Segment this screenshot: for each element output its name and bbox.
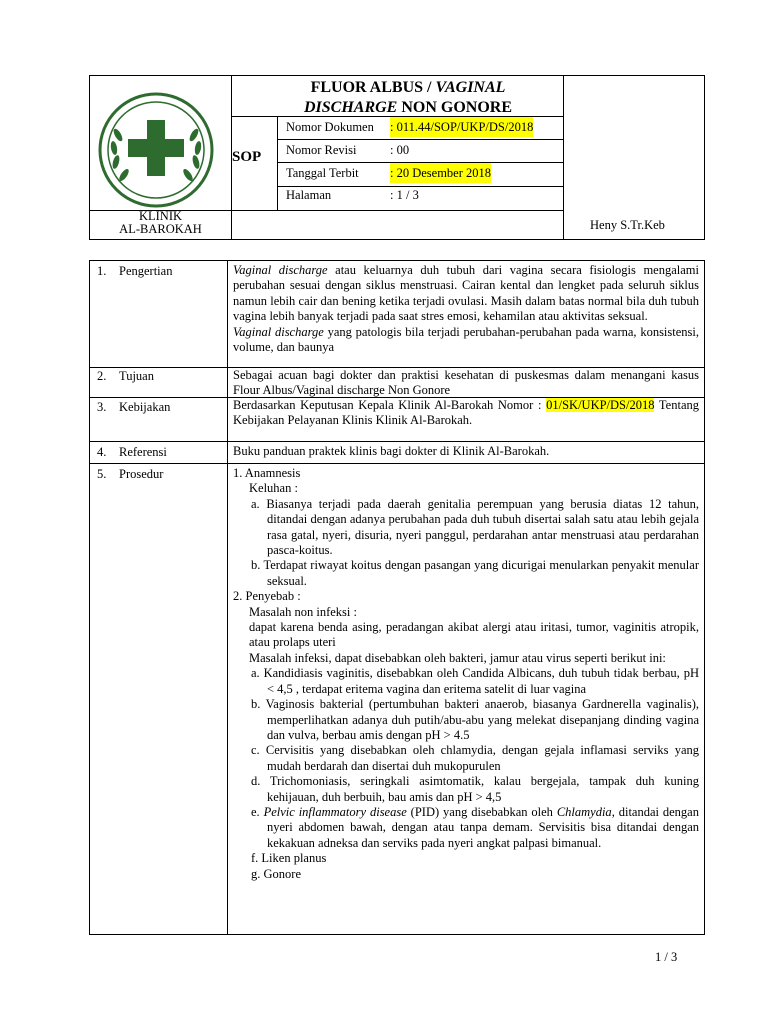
- section-label-pengertian: 1. Pengertian: [97, 264, 173, 278]
- document-title: FLUOR ALBUS / VAGINAL DISCHARGE NON GONORE: [303, 79, 513, 116]
- procedure-table: [89, 260, 705, 935]
- prosedur-non-infeksi-text: dapat karena benda asing, peradangan akibat alergi atau iritasi, tumor, vaginitis atropik, atau prolaps uteri: [249, 620, 699, 650]
- clinic-logo-icon: [96, 90, 216, 210]
- pengertian-text: Vaginal discharge atau keluarnya duh tubuh dari vagina secara fisiologis mengalami perubahan sesuai dengan siklus menstruasi. Cairan kental dan lengket pada seluruh siklus namun lebih cair dan bening ketika terjadi ovulasi. Masih dalam batas normal bila duh tubuh vagina lebih banyak terjadi pada saat stres emosi, kehamilan atau aktivitas seksual. Vaginal discharge yang patologis bila terjadi perubahan-perubahan pada warna, konsistensi, volume, dan baunya: [233, 263, 699, 355]
- signer-name: Heny S.Tr.Keb: [590, 218, 665, 232]
- tujuan-text: Sebagai acuan bagi dokter dan praktisi kesehatan di puskesmas dalam menangani kasus Flour Albus/Vaginal discharge Non Gonore: [233, 368, 699, 398]
- section-label-kebijakan: 3. Kebijakan: [97, 400, 171, 414]
- prosedur-infeksi-label: Masalah infeksi, dapat disebabkan oleh bakteri, jamur atau virus seperti berikut ini:: [249, 650, 666, 665]
- sop-label: SOP: [232, 149, 262, 165]
- prosedur-infeksi-g: g. Gonore: [251, 866, 301, 881]
- prosedur-anamnesis: 1. Anamnesis: [233, 466, 301, 480]
- page-number: 1 / 3: [655, 950, 678, 964]
- prosedur-infeksi-e: e. Pelvic inflammatory disease (PID) yang disebabkan oleh Chlamydia, ditandai dengan nyeri abdomen bawah, dengan atau tanpa demam. Servisitis bisa ditandai dengan kekakuan adneksa dan serviks pada nyeri angkat palpasi bimanual.: [251, 804, 699, 850]
- prosedur-keluhan-a: a. Biasanya terjadi pada daerah genitalia perempuan yang berusia diatas 12 tahun, ditandai dengan adanya perubahan pada duh tubuh disertai salah satu atau lebih gejala rasa gatal, nyeri, disuria, nyeri panggul, perdarahan antar menstruasi atau perdarahan pasca-koitus.: [251, 496, 699, 558]
- prosedur-infeksi-f: f. Liken planus: [251, 851, 327, 866]
- prosedur-non-infeksi-label: Masalah non infeksi :: [249, 604, 357, 619]
- prosedur-penyebab: 2. Penyebab :: [233, 589, 301, 604]
- section-label-referensi: 4. Referensi: [97, 445, 167, 459]
- prosedur-text: [233, 466, 699, 882]
- kebijakan-text: Berdasarkan Keputusan Kepala Klinik Al-Barokah Nomor : 01/SK/UKP/DS/2018 Tentang Kebijakan Pelayanan Klinis Klinik Al-Barokah.: [233, 398, 700, 428]
- clinic-name: KLINIK AL-BAROKAH: [119, 209, 202, 236]
- prosedur-keluhan-b: b. Terdapat riwayat koitus dengan pasangan yang dicurigai menularkan penyakit menular seksual.: [251, 558, 699, 588]
- prosedur-infeksi-d: d. Trichomoniasis, seringkali asimtomatik, kalau bergejala, tampak duh kuning kehijauan, duh berbuih, bau amis dan pH > 4,5: [251, 774, 699, 804]
- section-label-tujuan: 2. Tujuan: [97, 369, 154, 383]
- prosedur-infeksi-a: a. Kandidiasis vaginitis, disebabkan oleh Candida Albicans, duh tubuh tidak berbau, pH < 4,5 , terdapat eritema vagina dan eritema satelit di luar vagina: [251, 666, 699, 696]
- referensi-text: Buku panduan praktek klinis bagi dokter di Klinik Al-Barokah.: [233, 444, 550, 458]
- prosedur-infeksi-c: c. Cervisitis yang disebabkan oleh chlamydia, dengan gejala inflamasi serviks yang mudah berdarah dan disertai duh mukopurulen: [251, 743, 699, 773]
- prosedur-infeksi-b: b. Vaginosis bakterial (pertumbuhan bakteri anaerob, biasanya Gardnerella vaginalis), memperlihatkan adanya duh putih/abu-abu yang melekat disepanjang dinding vagina dan vulva, berbau amis dengan pH > 4.5: [251, 697, 699, 742]
- header-table: FLUOR ALBUS / VAGINAL DISCHARGE NON GONORE SOP Nomor Dokumen : 011.44/SOP/UKP/DS/2018 Nomor Revisi : 00 Tanggal Terbit : 20 Desember 2018 Halaman : 1 / 3 KLINIK AL-BAROKAH Heny S.Tr.Keb: [89, 75, 705, 240]
- prosedur-keluhan: Keluhan :: [249, 481, 298, 496]
- section-label-prosedur: 5. Prosedur: [97, 467, 164, 481]
